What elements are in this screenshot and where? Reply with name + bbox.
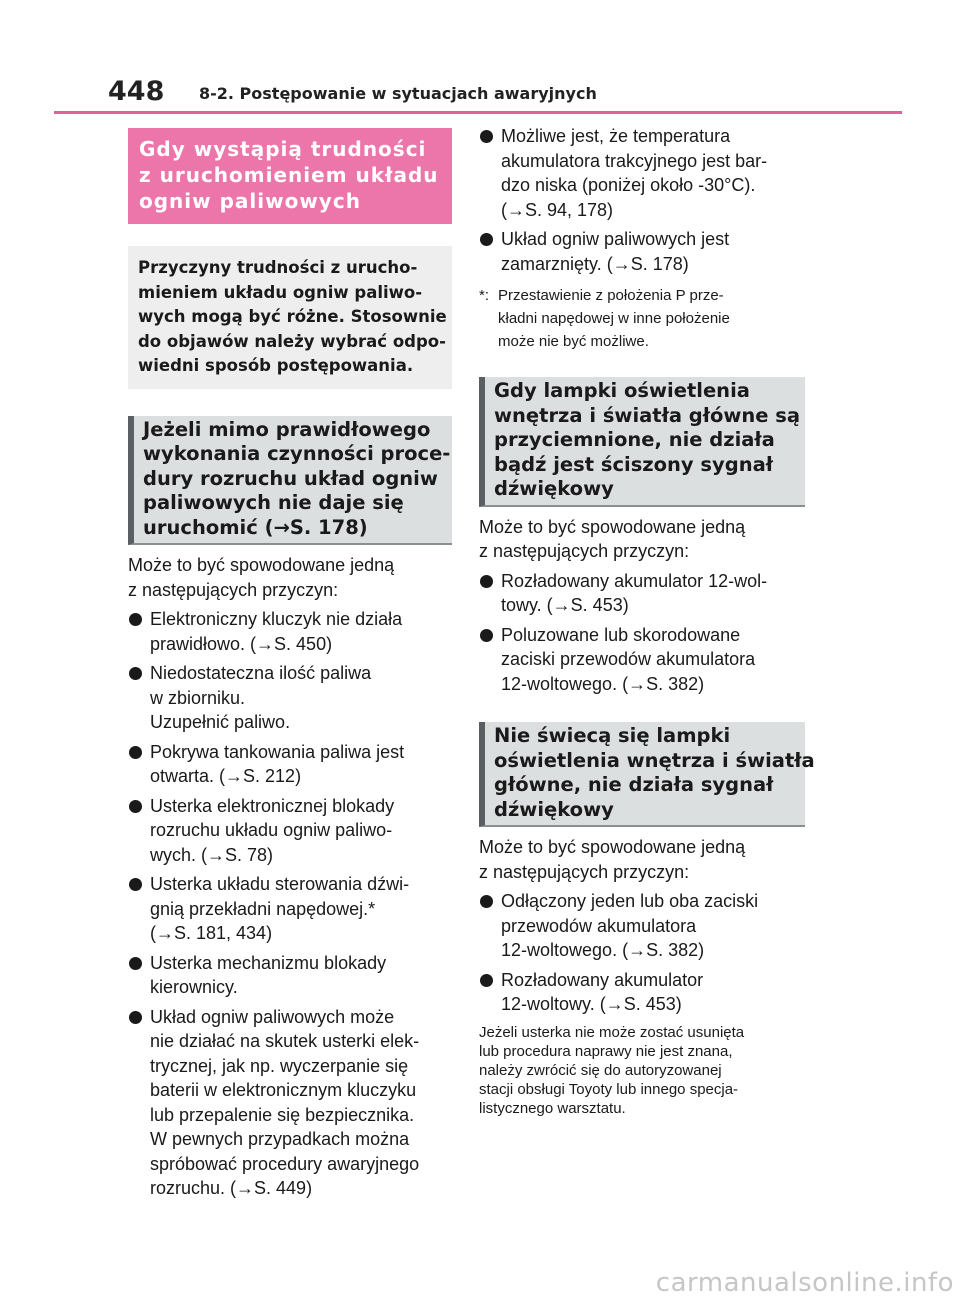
main-heading-line: z uruchomieniem układu: [139, 163, 439, 187]
bullet-line: Pokrywa tankowania paliwa jest: [150, 741, 405, 762]
footnote-line: Przestawienie z położenia P prze-: [498, 287, 724, 304]
section-lead: [479, 515, 805, 564]
lead-line: z następujących przyczyn:: [479, 541, 690, 561]
bullet-line: Uzupełnić paliwo.: [150, 712, 291, 732]
note-line: należy zwrócić się do autoryzowanej: [479, 1061, 722, 1079]
bullet-line: akumulatora trakcyjnego jest bar-: [501, 150, 768, 171]
lead-line: Może to być spowodowane jedną: [479, 516, 746, 537]
intro-line: wiedni sposób postępowania.: [138, 356, 414, 375]
footnote: [479, 284, 805, 353]
lead-line: Może to być spowodowane jedną: [128, 555, 395, 575]
lead-line: z następujących przyczyn:: [479, 861, 690, 882]
bullet-line: zamarznięty. (→S. 178): [501, 253, 689, 274]
bullet-line: kierownicy.: [150, 977, 238, 997]
bullet-item: [128, 1005, 452, 1201]
intro-line: do objawów należy wybrać odpo-: [138, 331, 446, 351]
bullet-item: [128, 951, 452, 1000]
bullet-item: [128, 794, 452, 868]
page-number: 448: [108, 76, 165, 107]
bullet-item: [128, 661, 452, 735]
bullet-line: Poluzowane lub skorodowane: [501, 624, 741, 645]
section-heading-line: przyciemnione, nie działa: [494, 428, 775, 451]
bullet-line: zaciski przewodów akumulatora: [501, 649, 756, 669]
service-note: [479, 1023, 805, 1118]
section-heading-no-lights: [479, 722, 815, 827]
section-heading-line: Nie świecą się lampki: [494, 724, 731, 747]
bullet-line: wych. (→S. 78): [150, 844, 274, 865]
bullet-item: [479, 227, 805, 276]
note-line: stacji obsługi Toyoty lub innego specja-: [479, 1080, 739, 1098]
bullet-line: 12-woltowy. (→S. 453): [501, 994, 682, 1014]
bullet-line: otwarta. (→S. 212): [150, 766, 302, 786]
left-column: [128, 128, 452, 1201]
bullet-line: Układ ogniw paliwowych jest: [501, 229, 730, 249]
intro-line: Przyczyny trudności z urucho-: [138, 258, 418, 277]
section-heading-line: oświetlenia wnętrza i światła: [494, 748, 815, 772]
bullet-line: Niedostateczna ilość paliwa: [150, 663, 372, 683]
intro-box: [128, 246, 452, 389]
bullet-line: w zbiorniku.: [150, 687, 246, 708]
bullet-line: przewodów akumulatora: [501, 915, 697, 936]
footnote-mark: *:: [479, 287, 490, 304]
bullet-line: nie działać na skutek usterki elek-: [150, 1031, 420, 1051]
section-heading-fuel-cell-start: [128, 416, 452, 546]
intro-line: wych mogą być różne. Stosownie: [138, 307, 447, 326]
footnote-line: kładni napędowej w inne położenie: [498, 310, 730, 327]
bullet-item: [128, 872, 452, 946]
section-heading-line: uruchomić (→S. 178): [143, 515, 368, 539]
bullet-line: Układ ogniw paliwowych może: [150, 1006, 395, 1027]
lead-line: Może to być spowodowane jedną: [479, 837, 746, 857]
bullet-line: Możliwe jest, że temperatura: [501, 126, 731, 146]
bullet-line: (→S. 181, 434): [150, 923, 273, 943]
main-heading-line: Gdy wystąpią trudności: [139, 137, 427, 161]
bullet-line: spróbować procedury awaryjnego: [150, 1153, 420, 1174]
bullet-line: Rozładowany akumulator 12-wol-: [501, 570, 768, 591]
intro-line: mieniem układu ogniw paliwo-: [138, 282, 423, 302]
section-heading-line: dury rozruchu układ ogniw: [143, 466, 438, 490]
section-heading-line: bądź jest ściszony sygnał: [494, 452, 773, 476]
footnote-line: może nie być możliwe.: [498, 333, 649, 350]
bullet-item: [128, 740, 452, 789]
bullet-line: trycznej, jak np. wyczerpanie się: [150, 1055, 409, 1076]
bullet-line: W pewnych przypadkach można: [150, 1129, 410, 1149]
note-line: lub procedura naprawy nie jest znana,: [479, 1042, 733, 1060]
bullet-line: rozruchu układu ogniw paliwo-: [150, 820, 393, 840]
bullet-line: Elektroniczny kluczyk nie działa: [150, 609, 403, 629]
bullet-line: dzo niska (poniżej około -30°C).: [501, 175, 756, 195]
header-divider: [54, 111, 902, 114]
bullet-line: Usterka elektronicznej blokady: [150, 795, 395, 816]
bullet-item: [128, 607, 452, 656]
bullet-line: gnią przekładni napędowej.*: [150, 898, 376, 919]
section-heading-line: paliwowych nie daje się: [143, 491, 404, 514]
chapter-title: 8-2. Postępowanie w sytuacjach awaryjnych: [199, 84, 597, 103]
section-lead: [479, 835, 805, 884]
note-line: Jeżeli usterka nie może zostać usunięta: [479, 1023, 745, 1041]
bullet-item: [479, 569, 805, 618]
bullet-line: Odłączony jeden lub oba zaciski: [501, 891, 759, 911]
bullet-line: lub przepalenie się bezpiecznika.: [150, 1104, 415, 1125]
section-lead: [128, 553, 452, 602]
bullet-line: (→S. 94, 178): [501, 199, 614, 220]
section-heading-line: Jeżeli mimo prawidłowego: [143, 417, 431, 441]
section-heading-dim-lights: [479, 377, 805, 507]
section-heading-line: Gdy lampki oświetlenia: [494, 379, 750, 402]
bullet-item: [479, 968, 805, 1017]
bullet-line: rozruchu. (→S. 449): [150, 1178, 313, 1198]
bullet-line: Usterka układu sterowania dźwi-: [150, 874, 410, 894]
bullet-line: baterii w elektronicznym kluczyku: [150, 1080, 417, 1100]
bullet-line: towy. (→S. 453): [501, 595, 629, 615]
bullet-item: [479, 889, 805, 963]
lead-line: z następujących przyczyn:: [128, 579, 339, 600]
page-header: [0, 0, 960, 118]
bullet-line: prawidłowo. (→S. 450): [150, 633, 333, 654]
bullet-item: [479, 623, 805, 697]
bullet-line: Usterka mechanizmu blokady: [150, 952, 387, 973]
note-line: listycznego warsztatu.: [479, 1099, 626, 1117]
watermark: carmanualsonline.info: [655, 1268, 954, 1298]
bullet-line: 12-woltowego. (→S. 382): [501, 673, 705, 694]
section-heading-line: dźwiękowy: [494, 477, 614, 500]
bullet-line: Rozładowany akumulator: [501, 969, 704, 990]
bullet-line: 12-woltowego. (→S. 382): [501, 940, 705, 960]
section-heading-line: wykonania czynności proce-: [143, 442, 451, 465]
section-heading-line: główne, nie działa sygnał: [494, 773, 774, 796]
section-heading-line: dźwiękowy: [494, 797, 614, 821]
section-heading-line: wnętrza i światła główne są: [494, 403, 801, 427]
main-heading: [128, 128, 452, 224]
bullet-item: [479, 124, 805, 222]
main-heading-line: ogniw paliwowych: [139, 189, 361, 213]
right-column: [479, 124, 815, 1118]
